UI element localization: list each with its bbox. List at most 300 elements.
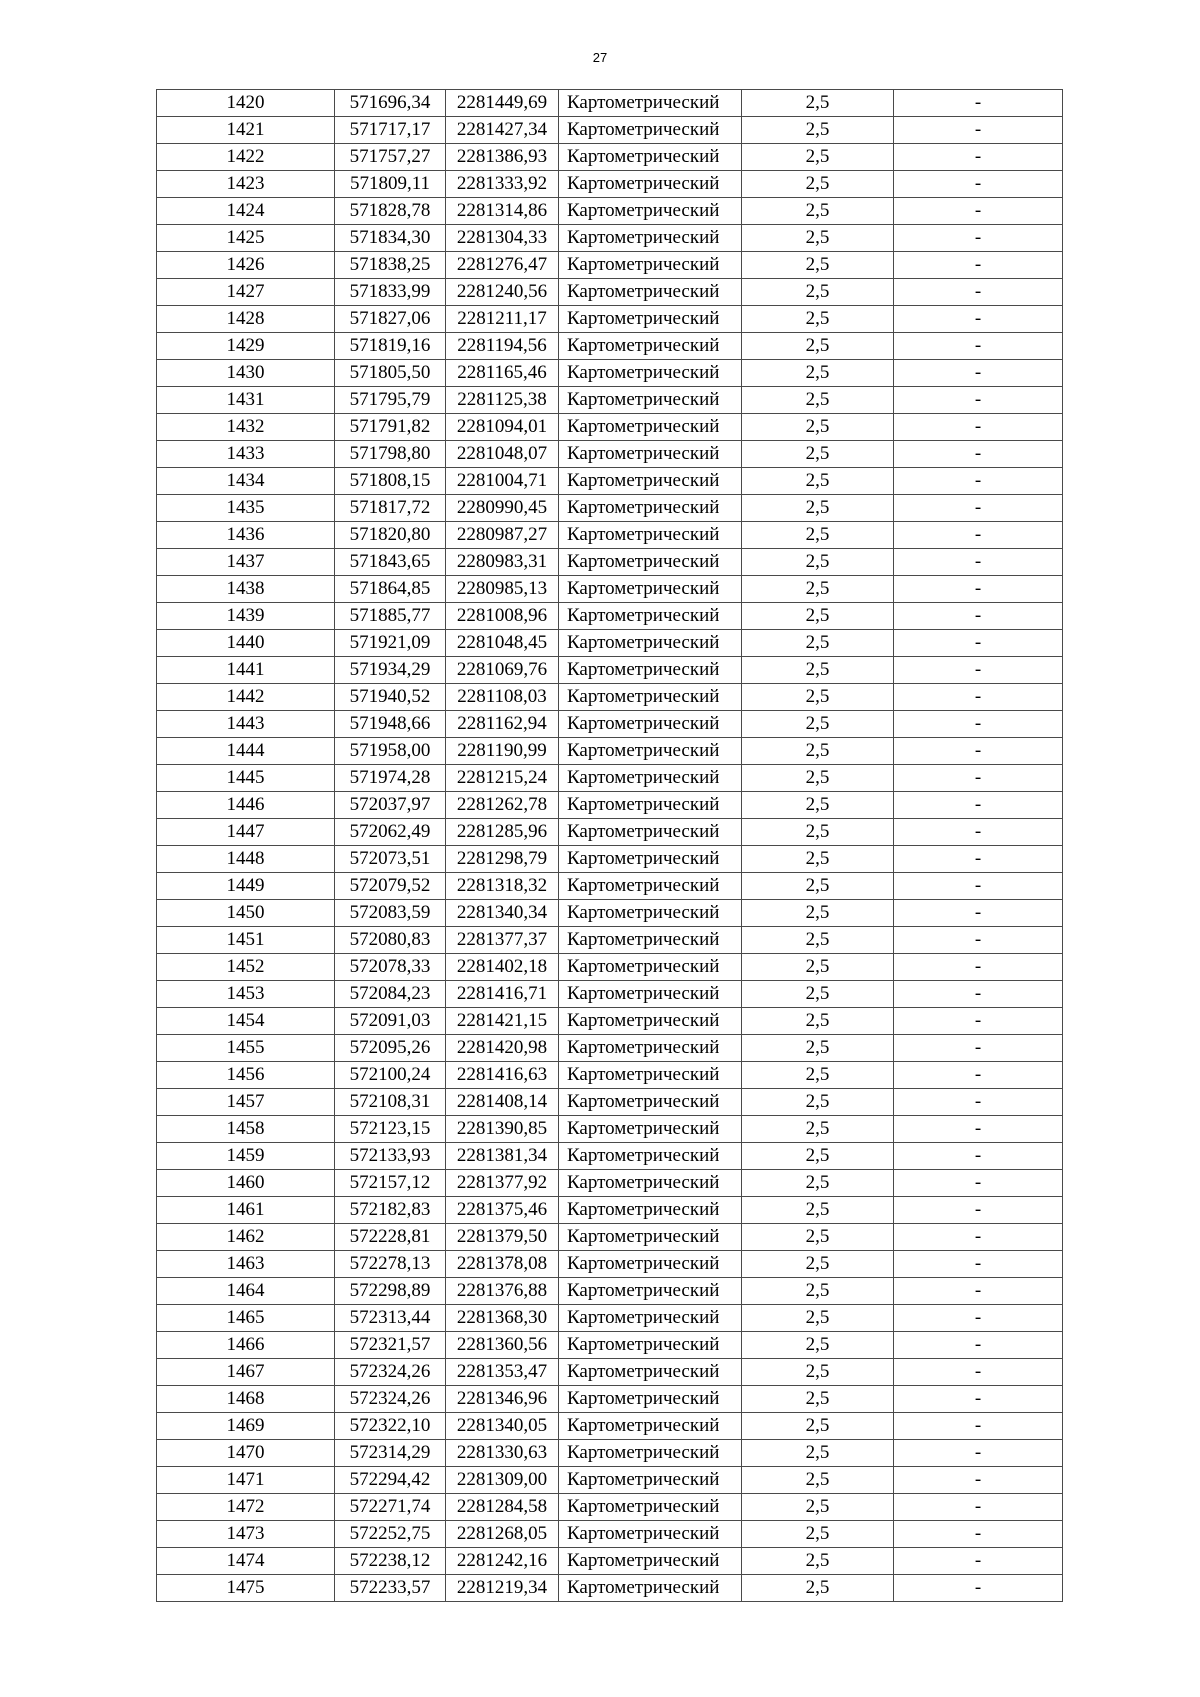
description-cell: - [894,414,1063,441]
y-coordinate-cell: 2280990,45 [446,495,559,522]
y-coordinate-cell: 2281318,32 [446,873,559,900]
accuracy-cell: 2,5 [742,1251,894,1278]
x-coordinate-cell: 571828,78 [335,198,446,225]
method-cell: Картометрический [559,846,742,873]
y-coordinate-cell: 2281165,46 [446,360,559,387]
method-cell: Картометрический [559,711,742,738]
x-coordinate-cell: 572157,12 [335,1170,446,1197]
table-row [157,1197,1063,1224]
method-cell: Картометрический [559,819,742,846]
y-coordinate-cell: 2281340,34 [446,900,559,927]
method-cell: Картометрический [559,306,742,333]
x-coordinate-cell: 571717,17 [335,117,446,144]
point-number-cell: 1467 [157,1359,335,1386]
table-row [157,549,1063,576]
table-row [157,846,1063,873]
point-number-cell: 1456 [157,1062,335,1089]
point-number-cell: 1443 [157,711,335,738]
table-row [157,1035,1063,1062]
accuracy-cell: 2,5 [742,1143,894,1170]
method-cell: Картометрический [559,198,742,225]
table-row [157,981,1063,1008]
accuracy-cell: 2,5 [742,1278,894,1305]
x-coordinate-cell: 572123,15 [335,1116,446,1143]
method-cell: Картометрический [559,144,742,171]
description-cell: - [894,657,1063,684]
accuracy-cell: 2,5 [742,1170,894,1197]
y-coordinate-cell: 2281190,99 [446,738,559,765]
description-cell: - [894,900,1063,927]
accuracy-cell: 2,5 [742,738,894,765]
accuracy-cell: 2,5 [742,765,894,792]
x-coordinate-cell: 572100,24 [335,1062,446,1089]
table-row [157,765,1063,792]
y-coordinate-cell: 2281340,05 [446,1413,559,1440]
accuracy-cell: 2,5 [742,1062,894,1089]
point-number-cell: 1426 [157,252,335,279]
point-number-cell: 1428 [157,306,335,333]
method-cell: Картометрический [559,954,742,981]
description-cell: - [894,630,1063,657]
x-coordinate-cell: 572083,59 [335,900,446,927]
description-cell: - [894,225,1063,252]
point-number-cell: 1432 [157,414,335,441]
y-coordinate-cell: 2281162,94 [446,711,559,738]
y-coordinate-cell: 2281276,47 [446,252,559,279]
table-row [157,684,1063,711]
accuracy-cell: 2,5 [742,684,894,711]
description-cell: - [894,738,1063,765]
x-coordinate-cell: 571819,16 [335,333,446,360]
method-cell: Картометрический [559,1062,742,1089]
table-row [157,657,1063,684]
accuracy-cell: 2,5 [742,1197,894,1224]
table-row [157,1440,1063,1467]
y-coordinate-cell: 2281333,92 [446,171,559,198]
method-cell: Картометрический [559,1224,742,1251]
accuracy-cell: 2,5 [742,1386,894,1413]
table-row [157,306,1063,333]
x-coordinate-cell: 572238,12 [335,1548,446,1575]
description-cell: - [894,1386,1063,1413]
y-coordinate-cell: 2281304,33 [446,225,559,252]
point-number-cell: 1474 [157,1548,335,1575]
x-coordinate-cell: 572322,10 [335,1413,446,1440]
accuracy-cell: 2,5 [742,657,894,684]
table-row [157,441,1063,468]
x-coordinate-cell: 572278,13 [335,1251,446,1278]
x-coordinate-cell: 572133,93 [335,1143,446,1170]
point-number-cell: 1462 [157,1224,335,1251]
accuracy-cell: 2,5 [742,441,894,468]
x-coordinate-cell: 571934,29 [335,657,446,684]
method-cell: Картометрический [559,1575,742,1602]
y-coordinate-cell: 2281108,03 [446,684,559,711]
x-coordinate-cell: 572313,44 [335,1305,446,1332]
method-cell: Картометрический [559,1521,742,1548]
x-coordinate-cell: 571798,80 [335,441,446,468]
table-row [157,1251,1063,1278]
accuracy-cell: 2,5 [742,603,894,630]
description-cell: - [894,711,1063,738]
table-row [157,603,1063,630]
description-cell: - [894,1197,1063,1224]
table-row [157,711,1063,738]
y-coordinate-cell: 2281408,14 [446,1089,559,1116]
method-cell: Картометрический [559,927,742,954]
point-number-cell: 1449 [157,873,335,900]
point-number-cell: 1430 [157,360,335,387]
table-row [157,792,1063,819]
accuracy-cell: 2,5 [742,954,894,981]
point-number-cell: 1468 [157,1386,335,1413]
x-coordinate-cell: 572091,03 [335,1008,446,1035]
method-cell: Картометрический [559,468,742,495]
description-cell: - [894,387,1063,414]
table-row [157,1305,1063,1332]
point-number-cell: 1438 [157,576,335,603]
x-coordinate-cell: 572080,83 [335,927,446,954]
x-coordinate-cell: 572233,57 [335,1575,446,1602]
description-cell: - [894,468,1063,495]
point-number-cell: 1422 [157,144,335,171]
x-coordinate-cell: 571834,30 [335,225,446,252]
x-coordinate-cell: 572271,74 [335,1494,446,1521]
accuracy-cell: 2,5 [742,1008,894,1035]
table-row [157,1008,1063,1035]
method-cell: Картометрический [559,387,742,414]
y-coordinate-cell: 2281048,07 [446,441,559,468]
point-number-cell: 1451 [157,927,335,954]
y-coordinate-cell: 2281376,88 [446,1278,559,1305]
x-coordinate-cell: 571843,65 [335,549,446,576]
method-cell: Картометрический [559,1494,742,1521]
description-cell: - [894,1089,1063,1116]
accuracy-cell: 2,5 [742,927,894,954]
method-cell: Картометрический [559,900,742,927]
accuracy-cell: 2,5 [742,1494,894,1521]
method-cell: Картометрический [559,360,742,387]
method-cell: Картометрический [559,1251,742,1278]
x-coordinate-cell: 572324,26 [335,1386,446,1413]
accuracy-cell: 2,5 [742,1224,894,1251]
point-number-cell: 1475 [157,1575,335,1602]
description-cell: - [894,819,1063,846]
accuracy-cell: 2,5 [742,387,894,414]
table-row [157,144,1063,171]
table-row [157,1089,1063,1116]
point-number-cell: 1421 [157,117,335,144]
x-coordinate-cell: 572182,83 [335,1197,446,1224]
table-row [157,90,1063,117]
point-number-cell: 1450 [157,900,335,927]
description-cell: - [894,1332,1063,1359]
accuracy-cell: 2,5 [742,414,894,441]
description-cell: - [894,576,1063,603]
point-number-cell: 1452 [157,954,335,981]
description-cell: - [894,981,1063,1008]
table-row [157,1521,1063,1548]
description-cell: - [894,1521,1063,1548]
description-cell: - [894,792,1063,819]
y-coordinate-cell: 2281402,18 [446,954,559,981]
accuracy-cell: 2,5 [742,819,894,846]
table-row [157,1116,1063,1143]
accuracy-cell: 2,5 [742,792,894,819]
method-cell: Картометрический [559,1278,742,1305]
y-coordinate-cell: 2281353,47 [446,1359,559,1386]
method-cell: Картометрический [559,549,742,576]
point-number-cell: 1461 [157,1197,335,1224]
accuracy-cell: 2,5 [742,846,894,873]
y-coordinate-cell: 2281048,45 [446,630,559,657]
accuracy-cell: 2,5 [742,252,894,279]
description-cell: - [894,306,1063,333]
description-cell: - [894,252,1063,279]
method-cell: Картометрический [559,1467,742,1494]
table-row [157,1359,1063,1386]
table-row [157,1413,1063,1440]
y-coordinate-cell: 2281008,96 [446,603,559,630]
x-coordinate-cell: 572252,75 [335,1521,446,1548]
y-coordinate-cell: 2281298,79 [446,846,559,873]
y-coordinate-cell: 2281416,71 [446,981,559,1008]
y-coordinate-cell: 2281449,69 [446,90,559,117]
method-cell: Картометрический [559,603,742,630]
table-row [157,1143,1063,1170]
x-coordinate-cell: 571838,25 [335,252,446,279]
accuracy-cell: 2,5 [742,630,894,657]
table-row [157,630,1063,657]
method-cell: Картометрический [559,225,742,252]
method-cell: Картометрический [559,90,742,117]
method-cell: Картометрический [559,981,742,1008]
method-cell: Картометрический [559,1035,742,1062]
accuracy-cell: 2,5 [742,981,894,1008]
y-coordinate-cell: 2281330,63 [446,1440,559,1467]
description-cell: - [894,684,1063,711]
accuracy-cell: 2,5 [742,873,894,900]
y-coordinate-cell: 2281284,58 [446,1494,559,1521]
y-coordinate-cell: 2281211,17 [446,306,559,333]
point-number-cell: 1457 [157,1089,335,1116]
x-coordinate-cell: 571940,52 [335,684,446,711]
x-coordinate-cell: 571805,50 [335,360,446,387]
y-coordinate-cell: 2281360,56 [446,1332,559,1359]
point-number-cell: 1463 [157,1251,335,1278]
y-coordinate-cell: 2281262,78 [446,792,559,819]
table-row [157,1332,1063,1359]
coordinates-table-body [157,90,1063,1602]
accuracy-cell: 2,5 [742,90,894,117]
point-number-cell: 1470 [157,1440,335,1467]
y-coordinate-cell: 2281004,71 [446,468,559,495]
method-cell: Картометрический [559,414,742,441]
x-coordinate-cell: 572078,33 [335,954,446,981]
method-cell: Картометрический [559,1332,742,1359]
method-cell: Картометрический [559,441,742,468]
description-cell: - [894,1413,1063,1440]
table-row [157,738,1063,765]
method-cell: Картометрический [559,657,742,684]
method-cell: Картометрический [559,1116,742,1143]
point-number-cell: 1431 [157,387,335,414]
x-coordinate-cell: 571820,80 [335,522,446,549]
method-cell: Картометрический [559,792,742,819]
point-number-cell: 1454 [157,1008,335,1035]
description-cell: - [894,144,1063,171]
description-cell: - [894,1359,1063,1386]
y-coordinate-cell: 2281375,46 [446,1197,559,1224]
y-coordinate-cell: 2281242,16 [446,1548,559,1575]
point-number-cell: 1473 [157,1521,335,1548]
accuracy-cell: 2,5 [742,1575,894,1602]
description-cell: - [894,1494,1063,1521]
table-row [157,1575,1063,1602]
point-number-cell: 1444 [157,738,335,765]
x-coordinate-cell: 572294,42 [335,1467,446,1494]
table-row [157,117,1063,144]
x-coordinate-cell: 572228,81 [335,1224,446,1251]
point-number-cell: 1448 [157,846,335,873]
y-coordinate-cell: 2281314,86 [446,198,559,225]
table-row [157,279,1063,306]
x-coordinate-cell: 572095,26 [335,1035,446,1062]
method-cell: Картометрический [559,1143,742,1170]
y-coordinate-cell: 2281390,85 [446,1116,559,1143]
table-row [157,576,1063,603]
description-cell: - [894,279,1063,306]
table-row [157,360,1063,387]
x-coordinate-cell: 571974,28 [335,765,446,792]
y-coordinate-cell: 2280987,27 [446,522,559,549]
table-row [157,1224,1063,1251]
description-cell: - [894,1440,1063,1467]
point-number-cell: 1459 [157,1143,335,1170]
accuracy-cell: 2,5 [742,549,894,576]
description-cell: - [894,1116,1063,1143]
table-row [157,1467,1063,1494]
accuracy-cell: 2,5 [742,144,894,171]
x-coordinate-cell: 571948,66 [335,711,446,738]
y-coordinate-cell: 2281219,34 [446,1575,559,1602]
point-number-cell: 1466 [157,1332,335,1359]
y-coordinate-cell: 2281194,56 [446,333,559,360]
point-number-cell: 1433 [157,441,335,468]
method-cell: Картометрический [559,279,742,306]
description-cell: - [894,549,1063,576]
accuracy-cell: 2,5 [742,495,894,522]
description-cell: - [894,495,1063,522]
y-coordinate-cell: 2281215,24 [446,765,559,792]
description-cell: - [894,1575,1063,1602]
description-cell: - [894,873,1063,900]
accuracy-cell: 2,5 [742,1413,894,1440]
x-coordinate-cell: 572298,89 [335,1278,446,1305]
coordinates-table [156,89,1063,1602]
accuracy-cell: 2,5 [742,1035,894,1062]
x-coordinate-cell: 571809,11 [335,171,446,198]
x-coordinate-cell: 571885,77 [335,603,446,630]
description-cell: - [894,1467,1063,1494]
x-coordinate-cell: 571817,72 [335,495,446,522]
point-number-cell: 1447 [157,819,335,846]
point-number-cell: 1442 [157,684,335,711]
method-cell: Картометрический [559,1305,742,1332]
y-coordinate-cell: 2280983,31 [446,549,559,576]
x-coordinate-cell: 571757,27 [335,144,446,171]
description-cell: - [894,1035,1063,1062]
method-cell: Картометрический [559,1359,742,1386]
y-coordinate-cell: 2281421,15 [446,1008,559,1035]
y-coordinate-cell: 2281377,92 [446,1170,559,1197]
y-coordinate-cell: 2281379,50 [446,1224,559,1251]
description-cell: - [894,360,1063,387]
x-coordinate-cell: 571795,79 [335,387,446,414]
y-coordinate-cell: 2281416,63 [446,1062,559,1089]
table-row [157,927,1063,954]
method-cell: Картометрический [559,333,742,360]
point-number-cell: 1423 [157,171,335,198]
method-cell: Картометрический [559,1386,742,1413]
point-number-cell: 1453 [157,981,335,1008]
y-coordinate-cell: 2281386,93 [446,144,559,171]
method-cell: Картометрический [559,171,742,198]
table-row [157,522,1063,549]
y-coordinate-cell: 2281125,38 [446,387,559,414]
table-row [157,387,1063,414]
method-cell: Картометрический [559,684,742,711]
description-cell: - [894,1251,1063,1278]
method-cell: Картометрический [559,765,742,792]
table-row [157,171,1063,198]
accuracy-cell: 2,5 [742,333,894,360]
description-cell: - [894,441,1063,468]
x-coordinate-cell: 571833,99 [335,279,446,306]
y-coordinate-cell: 2281268,05 [446,1521,559,1548]
table-row [157,468,1063,495]
point-number-cell: 1445 [157,765,335,792]
table-row [157,1278,1063,1305]
method-cell: Картометрический [559,738,742,765]
x-coordinate-cell: 571696,34 [335,90,446,117]
method-cell: Картометрический [559,252,742,279]
description-cell: - [894,765,1063,792]
point-number-cell: 1425 [157,225,335,252]
method-cell: Картометрический [559,576,742,603]
method-cell: Картометрический [559,1170,742,1197]
accuracy-cell: 2,5 [742,1305,894,1332]
x-coordinate-cell: 572321,57 [335,1332,446,1359]
description-cell: - [894,522,1063,549]
table-row [157,1494,1063,1521]
y-coordinate-cell: 2281377,37 [446,927,559,954]
description-cell: - [894,171,1063,198]
point-number-cell: 1460 [157,1170,335,1197]
table-row [157,1062,1063,1089]
description-cell: - [894,603,1063,630]
y-coordinate-cell: 2281381,34 [446,1143,559,1170]
point-number-cell: 1434 [157,468,335,495]
table-row [157,414,1063,441]
point-number-cell: 1437 [157,549,335,576]
point-number-cell: 1458 [157,1116,335,1143]
table-row [157,900,1063,927]
x-coordinate-cell: 572073,51 [335,846,446,873]
x-coordinate-cell: 572079,52 [335,873,446,900]
point-number-cell: 1455 [157,1035,335,1062]
description-cell: - [894,1224,1063,1251]
